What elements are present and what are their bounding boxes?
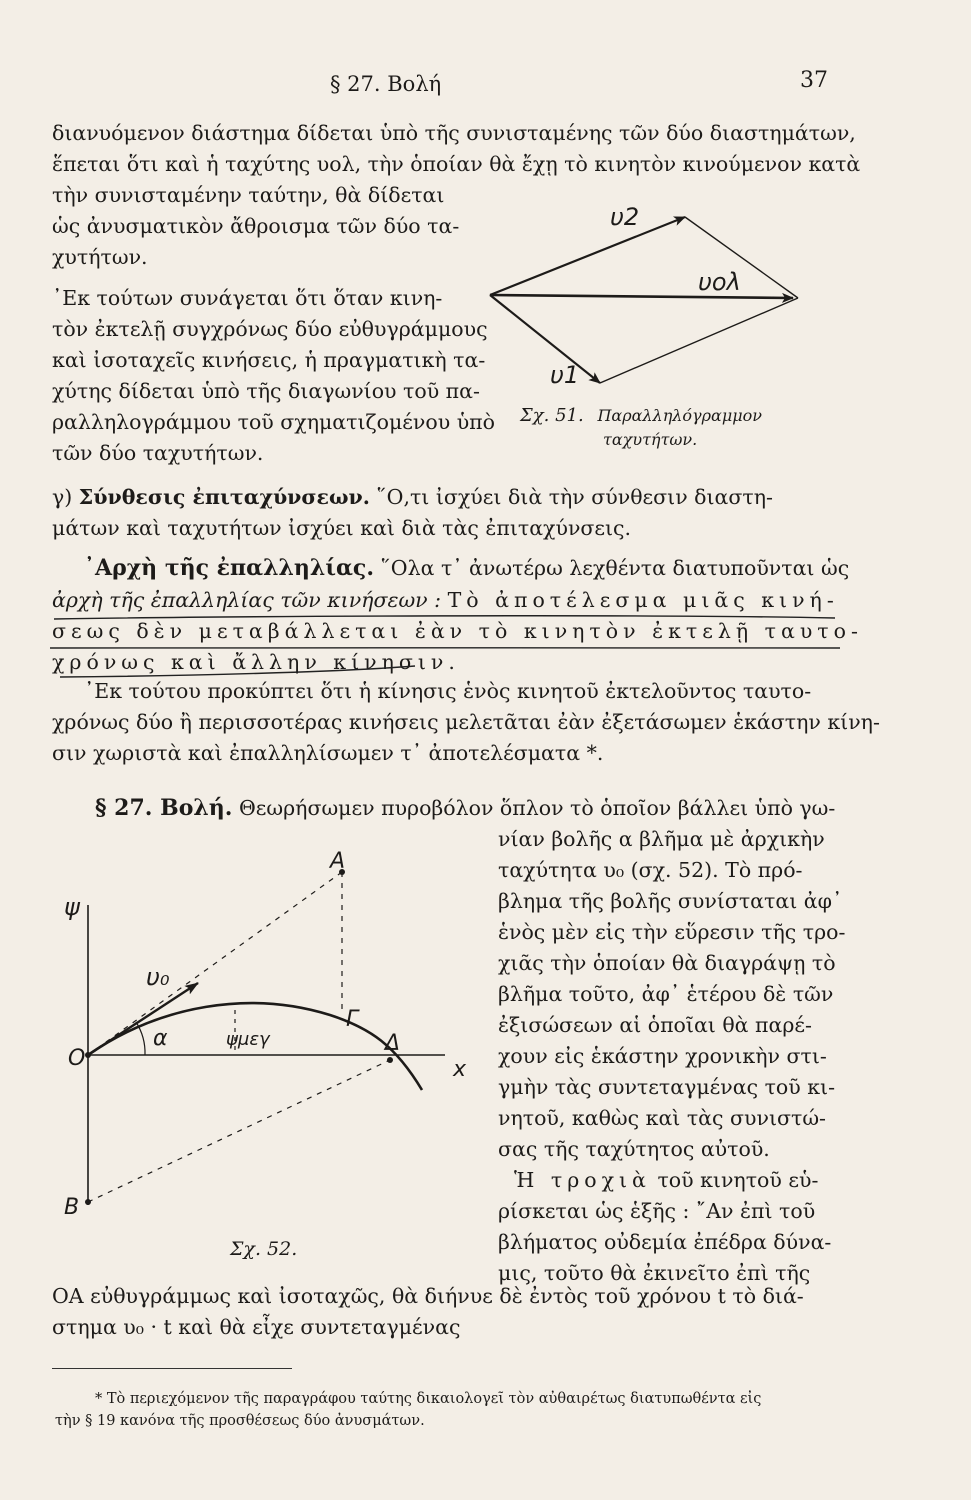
text-line: σιν χωριστὰ καὶ ἐπαλληλίσωμεν τ᾿ ἀποτελέσματα *. <box>52 741 604 765</box>
footnote-line: * Τὸ περιεχόμενον τῆς παραγράφου ταύτης δικαιολογεῖ τὸν αὐθαιρέτως διατυπωθέντα εἰς <box>95 1391 762 1407</box>
figure-51-caption-line2: ταχυτήτων. <box>603 430 698 449</box>
figure-51-caption <box>520 405 762 426</box>
text-line: ἑνὸς μὲν εἰς τὴν εὕρεσιν τῆς τρο- <box>498 920 846 944</box>
point-D <box>387 1057 393 1063</box>
label-gamma: Γ <box>346 1007 359 1032</box>
page-number: 37 <box>800 68 828 93</box>
section-heading: Σύνθεσις ἐπιταχύνσεων. <box>78 485 370 509</box>
text-line: νητοῦ, καθὼς καὶ τὰς συνιστώ- <box>498 1106 826 1130</box>
caption-text: Παραλληλόγραμμον <box>597 406 762 425</box>
text-line: ῞Ολα τ᾿ ἀνωτέρω λεχθέντα διατυποῦνται ὡς <box>380 556 850 580</box>
text-line: Θεωρήσωμεν πυροβόλον ὅπλον τὸ ὁποῖον βάλλει ὑπὸ γω- <box>238 796 836 820</box>
text-line: ῞Ο,τι ἰσχύει διὰ τὴν σύνθεσιν διαστη- <box>376 485 773 509</box>
paragraph-uniform-motion <box>52 1281 804 1343</box>
text-line: χουν εἰς ἑκάστην χρονικὴν στι- <box>498 1044 827 1068</box>
point-O <box>85 1052 91 1058</box>
label-x: x <box>453 1057 467 1082</box>
section-superposition-principle <box>84 553 849 584</box>
principle-name: ἀρχὴ τῆς ἐπαλληλίας τῶν κινήσεων : <box>52 588 442 612</box>
text-line: ὡς ἀνυσματικὸν ἄθροισμα τῶν δύο τα- <box>52 214 460 238</box>
text-line: τῶν δύο ταχυτήτων. <box>52 441 264 465</box>
footnote <box>55 1388 761 1432</box>
text-line: ρίσκεται ὡς ἑξῆς : ῎Αν ἐπὶ τοῦ <box>498 1199 816 1223</box>
label-v1: υ1 <box>550 361 580 389</box>
vector-v0 <box>88 983 198 1055</box>
running-header: § 27. Βολή <box>330 72 442 96</box>
label-B: B <box>64 1195 80 1220</box>
text-line: ἐξισώσεων αἱ ὁποῖαι θὰ παρέ- <box>498 1013 812 1037</box>
paragraph-superposition-use <box>84 676 811 707</box>
text-line: νίαν βολῆς α βλῆμα μὲ ἀρχικὴν <box>498 827 825 851</box>
text-line: χύτης δίδεται ὑπὸ τῆς διαγωνίου τοῦ πα- <box>52 379 480 403</box>
label-vol: υολ <box>698 268 741 296</box>
text-line: βλημα τῆς βολῆς συνίσταται ἀφ᾿ <box>498 889 843 913</box>
text-line: βλῆμα τοῦτο, ἀφ᾿ ἑτέρου δὲ τῶν <box>498 982 834 1006</box>
text-line: γμὴν τὰς συντεταγμένας τοῦ κι- <box>498 1075 836 1099</box>
text-line: σας τῆς ταχύτητος αὐτοῦ. <box>498 1137 770 1161</box>
text-line: χιᾶς τὴν ὁποίαν θὰ διαγράψῃ τὸ <box>498 951 836 975</box>
trajectory-heading: Ἡ τροχιὰ <box>514 1168 651 1192</box>
label-delta: Δ <box>385 1031 401 1056</box>
label-A: Α <box>330 850 346 874</box>
figure-52-projectile-trajectory <box>50 850 490 1240</box>
point-B <box>85 1199 91 1205</box>
dashed-line-BD <box>88 1060 390 1202</box>
section-heading: ᾿Αρχὴ τῆς ἐπαλληλίας. <box>84 555 374 581</box>
text-line: μις, τοῦτο θὰ ἐκινεῖτο ἐπὶ τῆς <box>498 1261 811 1285</box>
vector-v1 <box>490 295 600 383</box>
handwritten-underlines <box>40 600 840 680</box>
paragraph-superposition-use-cont <box>52 707 880 769</box>
text-line: ταχύτητα υ₀ (σχ. 52). Τὸ πρό- <box>498 858 803 882</box>
text-line: ΟΑ εὐθυγράμμως καὶ ἰσοταχῶς, θὰ διήνυε δὲ ἐντὸς τοῦ χρόνου t τὸ διά- <box>52 1284 804 1308</box>
vector-vol <box>490 295 793 298</box>
text-line: βλήματος οὐδεμία ἐπέδρα δύνα- <box>498 1230 832 1254</box>
text-line: καὶ ἰσοταχεῖς κινήσεις, ἡ πραγματικὴ τα- <box>52 348 486 372</box>
section-27-intro <box>95 793 835 824</box>
text-line: τοῦ κινητοῦ εὑ- <box>657 1168 819 1192</box>
footnote-line: τὴν § 19 κανόνα τῆς προσθέσεως δύο ἀνυσμάτων. <box>55 1413 425 1429</box>
figure-51-velocity-parallelogram <box>480 195 820 405</box>
label-v0: υ₀ <box>146 963 170 991</box>
text-line: στημα υ₀ · t καὶ θὰ εἶχε συντεταγμένας <box>52 1315 461 1339</box>
section-acceleration-composition <box>52 482 773 544</box>
dashed-line-OA <box>88 872 342 1055</box>
text-line: διανυόμενον διάστημα δίδεται ὑπὸ τῆς συνισταμένης τῶν δύο διαστημάτων, <box>52 121 856 145</box>
text-line: χυτήτων. <box>52 245 148 269</box>
text-line: τὸν ἐκτελῇ συγχρόνως δύο εὐθυγράμμους <box>52 317 488 341</box>
principle-text: Τὸ ἀποτέλεσμα μιᾶς κινή- <box>447 588 839 612</box>
label-O: O <box>68 1046 86 1071</box>
text-line: τὴν συνισταμένην ταύτην, θὰ δίδεται <box>52 183 445 207</box>
parallelogram-side <box>600 298 798 383</box>
figure-52-caption: Σχ. 52. <box>230 1238 298 1260</box>
label-psi-max: ψμεγ <box>226 1029 270 1050</box>
label-psi: ψ <box>64 893 80 921</box>
text-line: μάτων καὶ ταχυτήτων ἰσχύει καὶ διὰ τὰς ἐπιταχύνσεις. <box>52 516 632 540</box>
principle-text: χρόνως καὶ ἄλλην κίνησιν. <box>52 650 460 674</box>
principle-text: σεως δὲν μεταβάλλεται ἐὰν τὸ κινητὸν ἐκτελῇ ταυτο- <box>52 619 863 643</box>
vector-v2 <box>490 217 685 295</box>
text-line: ραλληλογράμμου τοῦ σχηματιζομένου ὑπὸ <box>52 410 495 434</box>
section-heading: § 27. Βολή. <box>95 795 233 821</box>
caption-number: Σχ. 51. <box>520 405 584 426</box>
section-prefix: γ) <box>52 485 73 509</box>
text-line: χρόνως δύο ἢ περισσοτέρας κινήσεις μελετᾶται ἐὰν ἐξετάσωμεν ἑκάστην κίνη- <box>52 710 880 734</box>
section-27-right-column <box>498 824 845 1289</box>
text-line: ᾿Εκ τούτου προκύπτει ὅτι ἡ κίνησις ἑνὸς κινητοῦ ἐκτελοῦντος ταυτο- <box>84 679 812 703</box>
footnote-rule <box>52 1368 292 1369</box>
label-v2: υ2 <box>610 203 640 231</box>
text-line: ᾿Εκ τούτων συνάγεται ὅτι ὅταν κινη- <box>52 286 443 310</box>
paragraph-conclusion <box>52 283 495 469</box>
text-line: ἕπεται ὅτι καὶ ἡ ταχύτης υολ, τὴν ὁποίαν θὰ ἔχῃ τὸ κινητὸν κινούμενον κατὰ <box>52 152 861 176</box>
label-alpha: α <box>153 1026 168 1051</box>
